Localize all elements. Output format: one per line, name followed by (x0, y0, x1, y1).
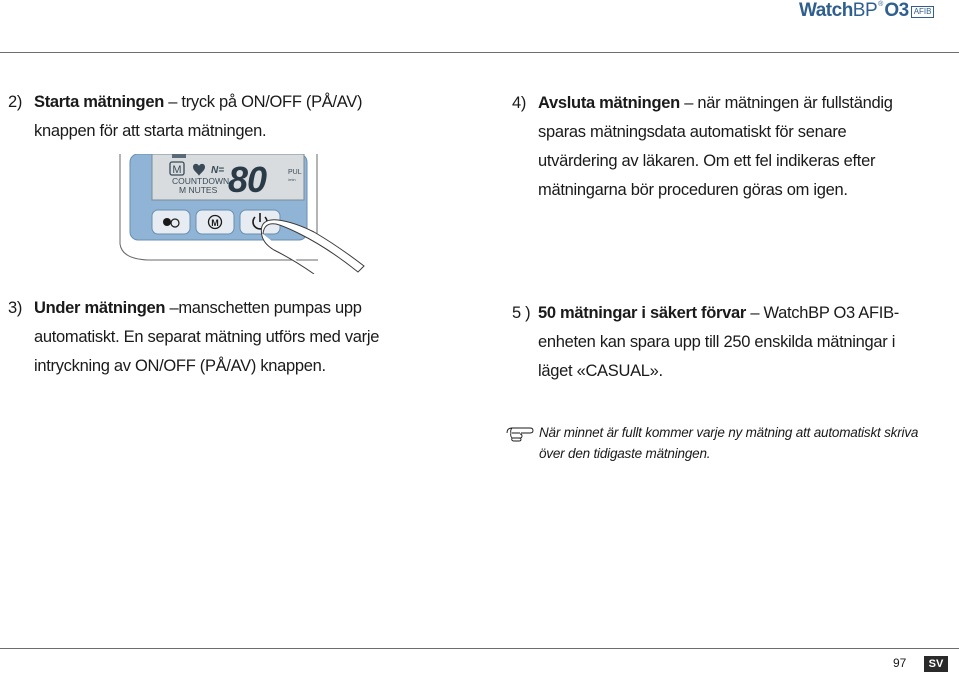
step-4-line4: mätningarna bör proceduren göras om igen. (538, 181, 848, 199)
pointing-hand-icon (506, 424, 534, 442)
step-5-title: 50 mätningar i säkert förvar (538, 304, 747, 322)
step-2-number: 2) (8, 93, 23, 111)
step-4 (512, 89, 893, 205)
lcd-pul-unit: /min (288, 177, 296, 182)
brand-logo (799, 0, 934, 22)
brand-name: WatchBP (799, 0, 878, 21)
step-4-line3: utvärdering av läkaren. Om ett fel indikeras efter (538, 152, 876, 170)
step-3-line3: intryckning av ON/OFF (PÅ/AV) knappen. (34, 357, 326, 375)
lcd-n-label: N= (211, 165, 225, 176)
header-divider (0, 52, 959, 53)
memory-button (196, 210, 234, 234)
svg-text:M: M (172, 164, 182, 176)
user-icon (163, 218, 171, 226)
lcd-digits: 80 (228, 159, 267, 200)
step-2-line2: knappen för att starta mätningen. (34, 122, 267, 140)
step-3 (8, 294, 379, 381)
note-line1: När minnet är fullt kommer varje ny mätning att automatiskt skriva (539, 425, 919, 440)
lcd-countdown: COUNTDOWN (172, 176, 230, 186)
step-5-line2: enheten kan spara upp till 250 enskilda mätningar i (538, 333, 896, 351)
step-3-line2: automatiskt. En separat mätning utförs med varje (34, 328, 380, 346)
step-4-line1: – när mätningen är fullständig (679, 94, 893, 112)
step-5-number: 5 ) (512, 304, 531, 322)
step-2-title: Starta mätningen (34, 93, 164, 111)
lcd-pul: PUL (288, 169, 302, 176)
step-5-line1: – WatchBP O3 AFIB- (746, 304, 899, 322)
footer-divider (0, 648, 959, 649)
lcd-minutes: M NUTES (179, 185, 218, 195)
step-4-number: 4) (512, 94, 527, 112)
step-2-line1: – tryck på ON/OFF (PÅ/AV) (163, 93, 363, 111)
step-5-line3: läget «CASUAL». (538, 362, 663, 380)
step-2 (8, 88, 362, 146)
device-illustration (118, 154, 368, 274)
page-number: 97 (893, 656, 907, 670)
step-4-line2: sparas mätningsdata automatiskt för senare (538, 123, 847, 141)
step-4-title: Avsluta mätningen (538, 94, 680, 112)
step-5 (512, 299, 899, 386)
language-badge: SV (924, 656, 948, 672)
registered-mark: ® (878, 1, 884, 8)
user-switch-button (152, 210, 190, 234)
memory-note (506, 422, 918, 464)
brand-model: O3 (884, 0, 909, 21)
step-3-line1: –manschetten pumpas upp (165, 299, 362, 317)
note-line2: över den tidigaste mätningen. (539, 446, 711, 461)
brand-variant-badge: AFIB (911, 6, 935, 18)
svg-text:M: M (211, 218, 219, 228)
step-3-title: Under mätningen (34, 299, 166, 317)
step-3-number: 3) (8, 299, 23, 317)
